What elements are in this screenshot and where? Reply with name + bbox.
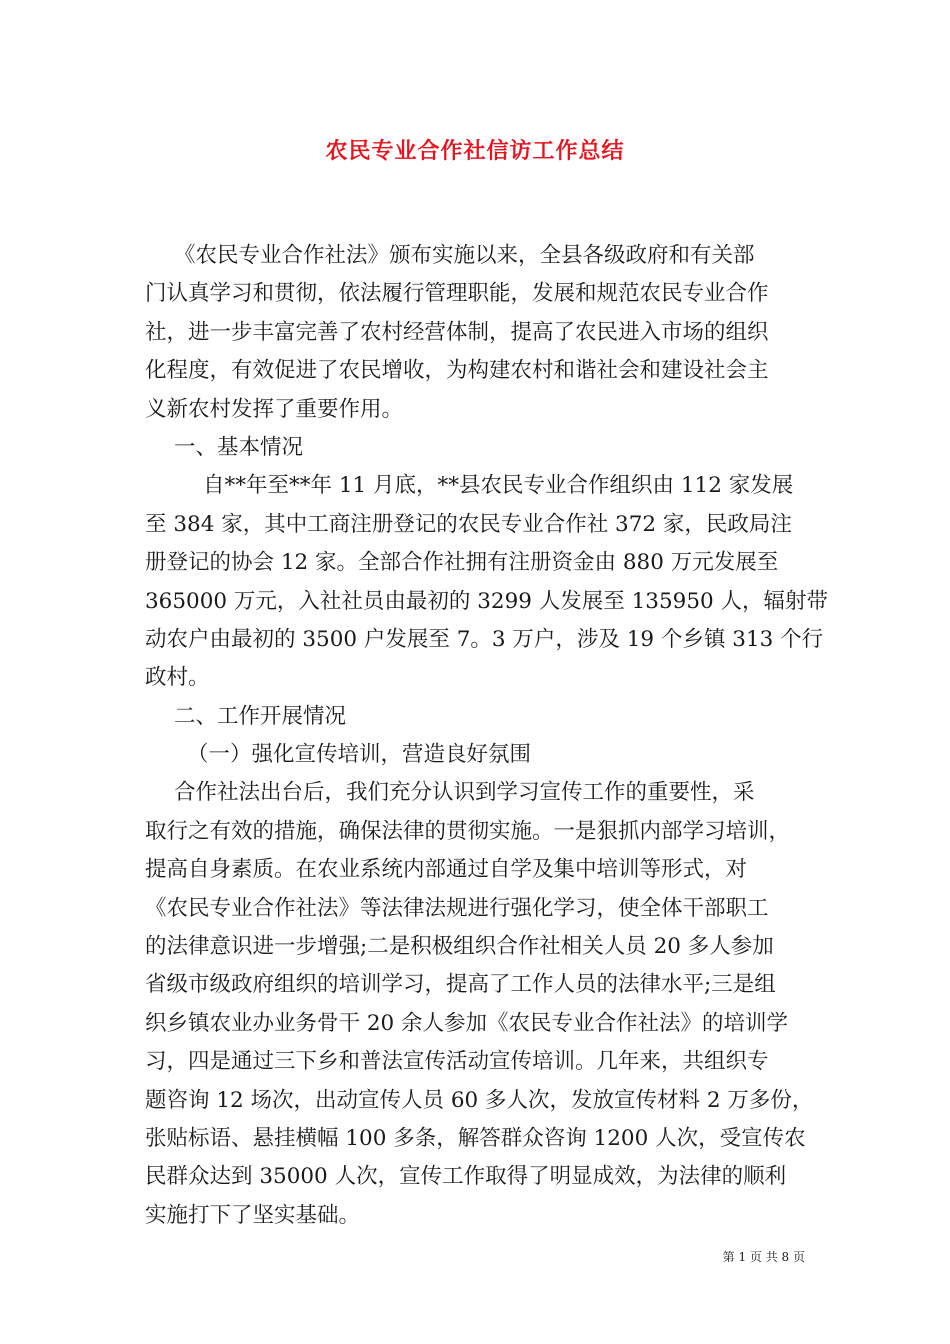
body-line: 《农民专业合作社法》等法律法规进行强化学习，使全体干部职工	[145, 895, 769, 921]
body-line: 民群众达到 35000 人次，宣传工作取得了明显成效，为法律的顺利	[145, 1164, 787, 1190]
document-body	[145, 237, 829, 1235]
body-line: 自**年至**年 11 月底，**县农民专业合作组织由 112 家发展	[203, 473, 794, 499]
body-line: 取行之有效的措施，确保法律的贯彻实施。一是狠抓内部学习培训，	[145, 818, 791, 844]
body-line: 至 384 家，其中工商注册登记的农民专业合作社 372 家，民政局注	[145, 511, 792, 537]
page-number: 第 1 页 共 8 页	[722, 1250, 805, 1264]
body-line: 省级市级政府组织的培训学习，提高了工作人员的法律水平;三是组	[145, 972, 776, 998]
body-line: 册登记的协会 12 家。全部合作社拥有注册资金由 880 万元发展至	[145, 550, 779, 576]
document-title: 农民专业合作社信访工作总结	[325, 139, 625, 164]
body-line: 的法律意识进一步增强;二是积极组织合作社相关人员 20 多人参加	[145, 934, 774, 960]
body-line: 社，进一步丰富完善了农村经营体制，提高了农民进入市场的组织	[145, 319, 769, 345]
body-line: 合作社法出台后，我们充分认识到学习宣传工作的重要性，采	[174, 780, 755, 806]
body-line: 365000 万元，入社社员由最初的 3299 人发展至 135950 人，辐射带	[145, 588, 829, 614]
body-line: 织乡镇农业办业务骨干 20 余人参加《农民专业合作社法》的培训学	[145, 1010, 789, 1036]
section-heading: 二、工作开展情况	[174, 703, 347, 729]
section-heading: 一、基本情况	[174, 434, 304, 460]
body-line: 化程度，有效促进了农民增收，为构建农村和谐社会和建设社会主	[145, 358, 769, 384]
body-line: 习，四是通过三下乡和普法宣传活动宣传培训。几年来，共组织专	[145, 1049, 769, 1075]
body-line: 门认真学习和贯彻，依法履行管理职能，发展和规范农民专业合作	[145, 281, 769, 307]
body-line: 政村。	[145, 665, 210, 691]
body-line: 义新农村发挥了重要作用。	[145, 396, 404, 422]
body-line: 实施打下了坚实基础。	[145, 1202, 361, 1228]
body-line: 提高自身素质。在农业系统内部通过自学及集中培训等形式，对	[145, 857, 748, 883]
body-line: 动农户由最初的 3500 户发展至 7。3 万户，涉及 19 个乡镇 313 个行	[145, 626, 824, 652]
body-line: 《农民专业合作社法》颁布实施以来，全县各级政府和有关部	[174, 243, 755, 268]
body-line: 题咨询 12 场次，出动宣传人员 60 多人次，发放宣传材料 2 万多份，	[145, 1087, 814, 1113]
body-line: 张贴标语、悬挂横幅 100 多条，解答群众咨询 1200 人次，受宣传农	[145, 1125, 806, 1151]
subsection-heading: （一）强化宣传培训，营造良好氛围	[187, 742, 532, 768]
